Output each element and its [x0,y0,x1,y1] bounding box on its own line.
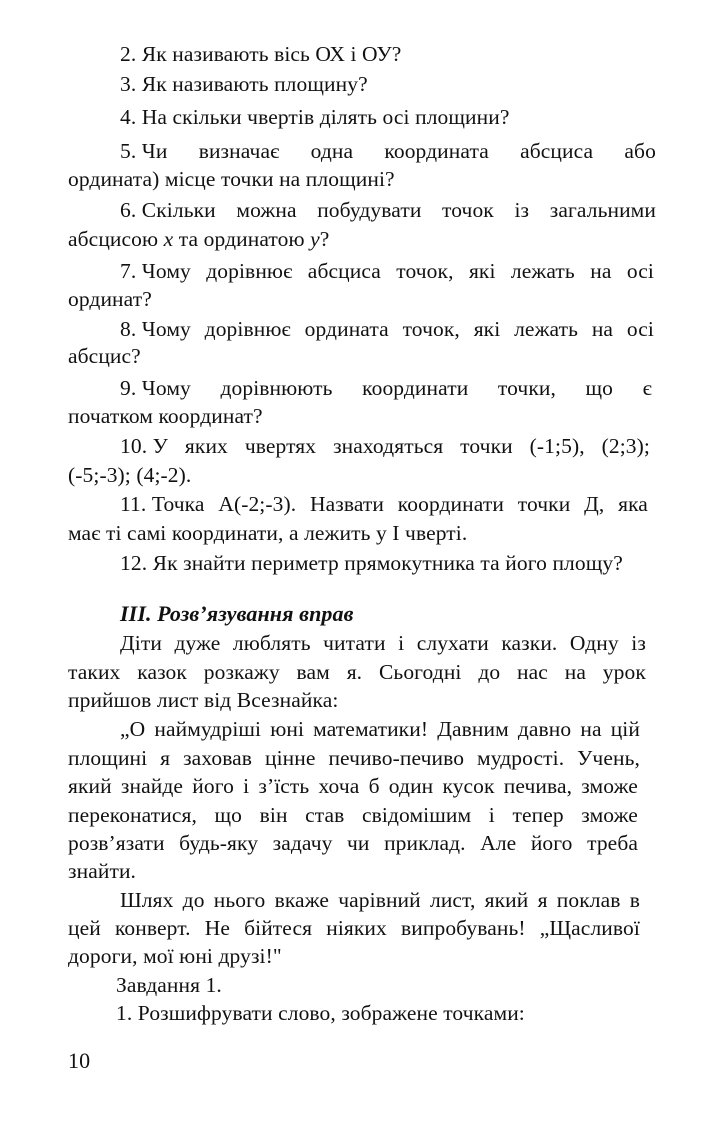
paragraph-2-line-2: площині я заховав цінне печиво-печиво мудрості. Учень, [68,746,640,770]
question-6-line-1: 6. Скільки можна побудувати точок із загальними [120,198,656,222]
paragraph-2-line-6: знайти. [68,859,137,883]
question-8-line-2: абсцис? [68,344,141,368]
question-3: 3. Як називають площину? [120,72,368,96]
question-9-line-1: 9. Чому дорівнюють координати точки, що є [120,376,652,400]
question-7-line-1: 7. Чому дорівнює абсциса точок, які лежать на осі [120,259,654,283]
question-9-line-2: початком координат? [68,404,263,428]
paragraph-3-line-2: цей конверт. Не бійтеся ніяких випробувань! „Щасливої [68,916,640,940]
paragraph-1-line-2: таких казок розкажу вам я. Сьогодні до нас на урок [68,660,646,684]
paragraph-2-line-1: „О наймудріші юні математики! Давним давно на цій [120,717,640,741]
paragraph-3-line-1: Шлях до нього вкаже чарівний лист, який я поклав в [120,888,640,912]
question-5-line-1: 5. Чи визначає одна координата абсциса або [120,139,656,163]
section-heading: ІІІ. Розв’язування вправ [120,601,354,626]
question-4: 4. На скільки чвертів ділять осі площини? [120,105,510,129]
question-2: 2. Як називають вісь ОХ і ОУ? [120,42,402,66]
question-8-line-1: 8. Чому дорівнює ордината точок, які лежать на осі [120,317,654,341]
task-label: Завдання 1. [116,973,222,997]
question-10-line-1: 10. У яких чвертях знаходяться точки (-1;5), (2;3); [120,434,650,458]
question-7-line-2: ординат? [68,287,152,311]
question-11-line-1: 11. Точка А(-2;-3). Назвати координати точки Д, яка [120,492,648,516]
task-item-1: 1. Розшифрувати слово, зображене точками: [116,1001,525,1025]
paragraph-1-line-1: Діти дуже люблять читати і слухати казки. Одну із [120,631,646,655]
paragraph-2-line-3: який знайде його і з’їсть хоча б один кусок печива, зможе [68,774,638,798]
question-10-line-2: (-5;-3); (4;-2). [68,463,192,487]
paragraph-1-line-3: прийшов лист від Всезнайка: [68,688,339,712]
paragraph-2-line-4: переконатися, що він став свідомішим і тепер зможе [68,803,638,827]
paragraph-3-line-3: дороги, мої юні друзі!" [68,944,282,968]
question-11-line-2: має ті самі координати, а лежить у І чверті. [68,521,468,545]
paragraph-2-line-5: розв’язати будь-яку задачу чи приклад. Але його треба [68,831,638,855]
question-12: 12. Як знайти периметр прямокутника та його площу? [120,551,623,575]
question-5-line-2: ордината) місце точки на площині? [68,167,395,191]
question-6-line-2: абсцисою x та ординатою y? [68,227,330,251]
page-number: 10 [68,1048,91,1073]
